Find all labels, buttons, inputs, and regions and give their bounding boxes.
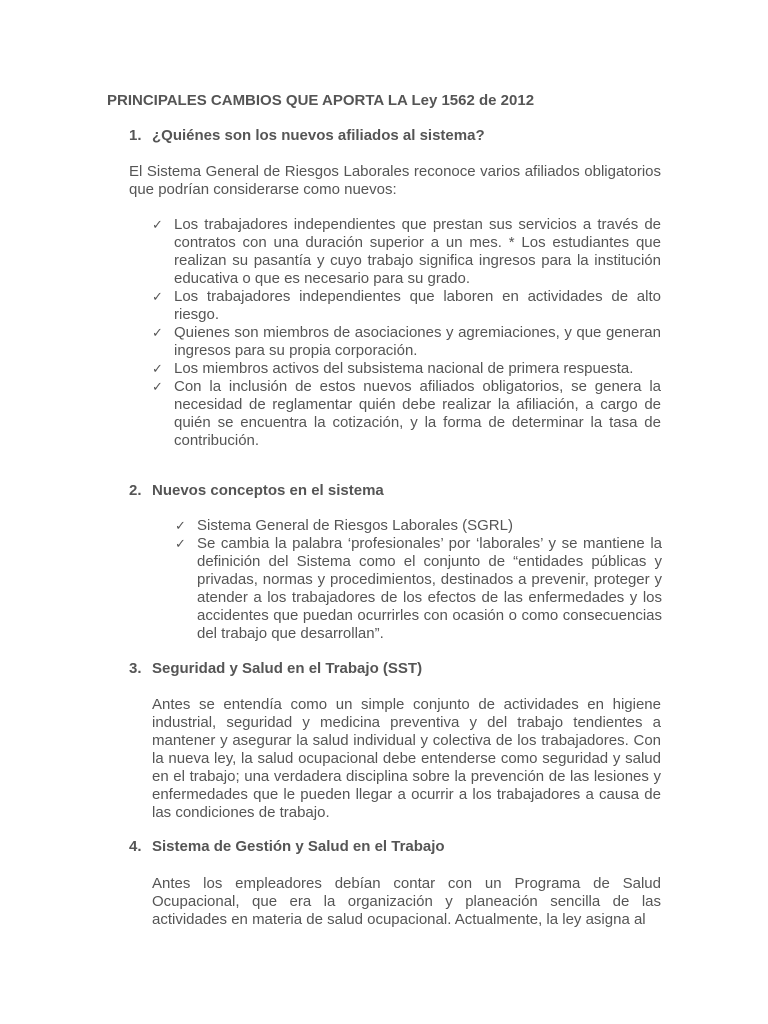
section-1-bullet-4 bbox=[152, 360, 661, 378]
bullet-text: Quienes son miembros de asociaciones y agremiaciones, y que generan ingresos para su propia corporación. bbox=[174, 324, 661, 359]
checkmark-icon: ✓ bbox=[152, 361, 163, 376]
checkmark-icon: ✓ bbox=[152, 379, 163, 394]
checkmark-icon: ✓ bbox=[152, 217, 163, 232]
section-1-title: ¿Quiénes son los nuevos afiliados al sistema? bbox=[152, 127, 485, 144]
section-2-heading bbox=[129, 482, 384, 499]
section-2-bullet-list bbox=[175, 517, 662, 643]
document-title: PRINCIPALES CAMBIOS QUE APORTA LA Ley 1562 de 2012 bbox=[107, 92, 535, 109]
section-3-number: 3. bbox=[129, 660, 142, 677]
section-4-body: Antes los empleadores debían contar con un Programa de Salud Ocupacional, que era la organización y planeación sencilla de las actividades en materia de salud ocupacional. Actualmente, la ley asigna al bbox=[152, 875, 661, 928]
section-4-number: 4. bbox=[129, 838, 142, 855]
section-3-heading bbox=[129, 660, 422, 677]
section-2-bullet-2 bbox=[175, 535, 662, 643]
bullet-text: Se cambia la palabra ‘profesionales’ por ‘laborales’ y se mantiene la definición del Sistema como el conjunto de “entidades públicas y privadas, normas y procedimientos, destinados a prevenir, proteger y atender a los trabajadores de los efectos de las enfermedades y los accidentes que puedan ocurrirles con ocasión o como consecuencias del trabajo que desarrollan”. bbox=[197, 535, 662, 642]
bullet-text: Los trabajadores independientes que prestan sus servicios a través de contratos con una duración superior a un mes. * Los estudiantes que realizan su pasantía y cuyo trabajo significa ingresos para la institución educativa o que es necesario para su grado. bbox=[174, 216, 661, 287]
checkmark-icon: ✓ bbox=[175, 518, 186, 533]
bullet-text: Con la inclusión de estos nuevos afiliados obligatorios, se genera la necesidad de reglamentar quién debe realizar la afiliación, a cargo de quién se encuentra la cotización, y la forma de determinar la tasa de contribución. bbox=[174, 378, 661, 449]
section-1-bullet-5 bbox=[152, 378, 661, 450]
section-1-heading bbox=[129, 127, 485, 144]
section-2-number: 2. bbox=[129, 482, 142, 499]
section-4-heading bbox=[129, 838, 445, 855]
section-2-title: Nuevos conceptos en el sistema bbox=[152, 482, 384, 499]
bullet-text: Sistema General de Riesgos Laborales (SGRL) bbox=[197, 517, 513, 534]
checkmark-icon: ✓ bbox=[175, 536, 186, 551]
section-3-title: Seguridad y Salud en el Trabajo (SST) bbox=[152, 660, 423, 677]
section-1-bullet-3 bbox=[152, 324, 661, 360]
section-1-bullet-1 bbox=[152, 216, 661, 288]
section-2-bullet-1 bbox=[175, 517, 662, 535]
checkmark-icon: ✓ bbox=[152, 325, 163, 340]
section-3-body: Antes se entendía como un simple conjunto de actividades en higiene industrial, seguridad y medicina preventiva y del trabajo tendientes a mantener y asegurar la salud individual y colectiva de los trabajadores. Con la nueva ley, la salud ocupacional debe entenderse como seguridad y salud en el trabajo; una verdadera disciplina sobre la prevención de las lesiones y enfermedades que le pueden llegar a ocurrir a los trabajadores a causa de las condiciones de trabajo. bbox=[152, 696, 661, 821]
section-4-title: Sistema de Gestión y Salud en el Trabajo bbox=[152, 838, 445, 855]
section-1-number: 1. bbox=[129, 127, 142, 144]
section-1-intro: El Sistema General de Riesgos Laborales reconoce varios afiliados obligatorios que podrían considerarse como nuevos: bbox=[129, 163, 661, 198]
bullet-text: Los miembros activos del subsistema nacional de primera respuesta. bbox=[174, 360, 634, 377]
section-1-bullet-list bbox=[152, 216, 661, 450]
bullet-text: Los trabajadores independientes que laboren en actividades de alto riesgo. bbox=[174, 288, 661, 323]
section-1-bullet-2 bbox=[152, 288, 661, 324]
checkmark-icon: ✓ bbox=[152, 289, 163, 304]
